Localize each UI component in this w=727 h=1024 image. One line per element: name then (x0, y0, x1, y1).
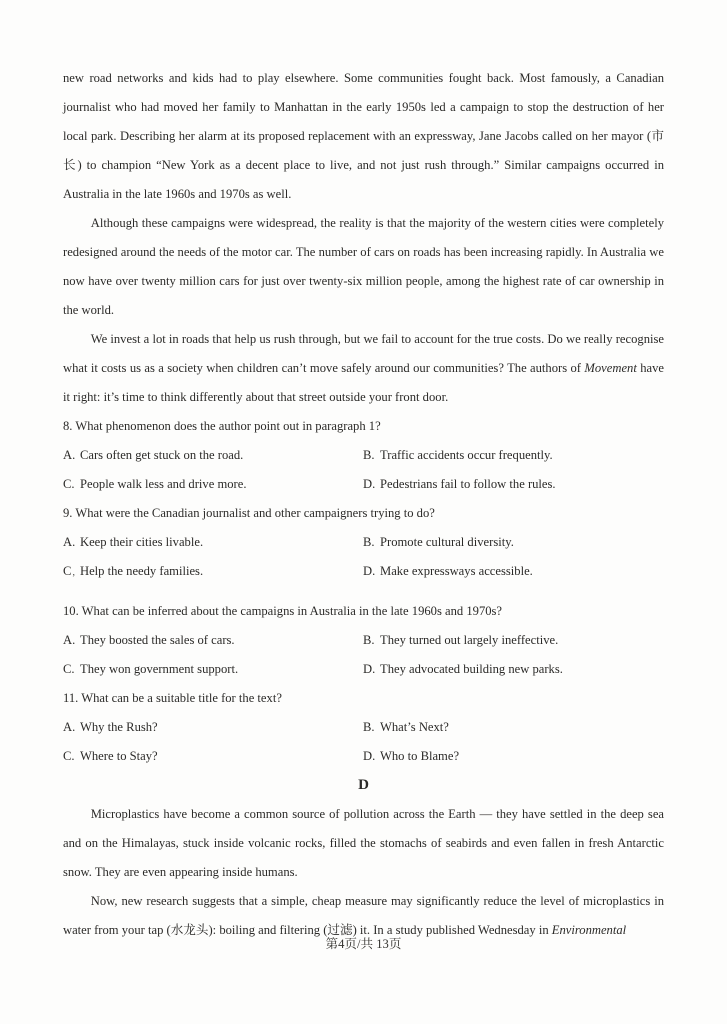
option-10b (363, 626, 663, 655)
page-content (63, 64, 664, 945)
option-text: Make expressways accessible. (380, 564, 533, 578)
passage-paragraph-3 (63, 325, 664, 412)
question-9-stem: 9. What were the Canadian journalist and other campaigners trying to do? (63, 506, 435, 520)
option-label: D. (363, 564, 376, 578)
question-8-stem: 8. What phenomenon does the author point out in paragraph 1? (63, 419, 381, 433)
option-text: Who to Blame? (380, 749, 460, 763)
option-8d (363, 470, 663, 499)
question-10-stem: 10. What can be inferred about the campaigns in Australia in the late 1960s and 1970s? (63, 604, 503, 618)
option-8c (63, 470, 363, 499)
passage-paragraph-1: new road networks and kids had to play elsewhere. Some communities fought back. Most famously, a Canadian journalist who had moved her family to Manhattan in the early 1950s led a campaign to stop the destruction of her local park. Describing her alarm at its proposed replacement with an expressway, Jane Jacobs called on her mayor (市长) to champion “New York as a decent place to live, and not just rush through.” Similar campaigns occurred in Australia in the late 1960s and 1970s as well. (63, 71, 664, 201)
section-d-heading: D (358, 777, 369, 793)
option-9c (63, 557, 363, 586)
question-11-options (63, 713, 664, 771)
option-11d (363, 742, 663, 771)
question-11-stem: 11. What can be a suitable title for the text? (63, 691, 282, 705)
stray-scan-mark: ’ (72, 573, 76, 584)
option-label: B. (363, 720, 375, 734)
option-11b (363, 713, 663, 742)
italic-book-title: Movement (584, 361, 637, 375)
option-text: They turned out largely ineffective. (380, 633, 559, 647)
option-label: C. (63, 477, 75, 491)
question-10-options (63, 626, 664, 684)
option-text: Cars often get stuck on the road. (80, 448, 244, 462)
italic-journal-name: Environmental (551, 923, 627, 937)
option-label: C. (63, 749, 75, 763)
paragraph-text: have it right: it’s time to think differently about that street outside your front door. (63, 361, 665, 404)
option-text: Help the needy families. (80, 564, 204, 578)
option-label: B. (363, 633, 375, 647)
paragraph-text: We invest a lot in roads that help us rush through, but we fail to account for the true costs. Do we really recognise what it costs us as a society when children can’t move safely around our communities? The authors of (63, 332, 664, 375)
option-text: Traffic accidents occur frequently. (380, 448, 553, 462)
option-label: A. (63, 633, 76, 647)
option-text: They won government support. (80, 662, 239, 676)
option-8b (363, 441, 663, 470)
question-9-options (63, 528, 664, 586)
footer-page-number: 第4页/共 13页 (325, 937, 402, 951)
option-text: Pedestrians fail to follow the rules. (380, 477, 556, 491)
option-11a (63, 713, 363, 742)
option-label: A. (63, 448, 76, 462)
question-11 (63, 684, 664, 771)
question-8-options (63, 441, 664, 499)
option-text: Keep their cities livable. (80, 535, 204, 549)
passage-paragraph-2: Although these campaigns were widespread, the reality is that the majority of the western cities were completely redesigned around the needs of the motor car. The number of cars on roads has been increasing rapidly. In Australia we now have over twenty million cars for just over twenty-six million people, among the highest rate of car ownership in the world. (63, 216, 664, 317)
option-text: People walk less and drive more. (80, 477, 247, 491)
option-11c (63, 742, 363, 771)
option-text: Why the Rush? (80, 720, 158, 734)
option-8a (63, 441, 363, 470)
option-10c (63, 655, 363, 684)
option-label: D. (363, 662, 376, 676)
option-10d (363, 655, 663, 684)
option-text: What’s Next? (380, 720, 449, 734)
option-9d (363, 557, 663, 586)
option-text: Where to Stay? (80, 749, 158, 763)
option-9b (363, 528, 663, 557)
question-9 (63, 499, 664, 586)
option-label: A. (63, 720, 76, 734)
question-10 (63, 597, 664, 684)
option-9a (63, 528, 363, 557)
option-text: They advocated building new parks. (380, 662, 563, 676)
option-label: C. (63, 662, 75, 676)
paragraph-text: Now, new research suggests that a simple, cheap measure may significantly reduce the level of microplastics in water from your tap (水龙头): boiling and filtering (过滤) it. In a study published Wednesday in (63, 894, 664, 937)
option-label: C (63, 564, 72, 578)
option-label: B. (363, 448, 375, 462)
question-8 (63, 412, 664, 499)
option-label: A. (63, 535, 76, 549)
option-label: D. (363, 477, 376, 491)
option-10a (63, 626, 363, 655)
option-label: D. (363, 749, 376, 763)
option-text: They boosted the sales of cars. (80, 633, 235, 647)
option-text: Promote cultural diversity. (380, 535, 514, 549)
section-d-paragraph-1: Microplastics have become a common source of pollution across the Earth — they have settled in the deep sea and on the Himalayas, stuck inside volcanic rocks, filled the stomachs of seabirds and even fallen in fresh Antarctic snow. They are even appearing inside humans. (63, 807, 664, 879)
option-label: B. (363, 535, 375, 549)
